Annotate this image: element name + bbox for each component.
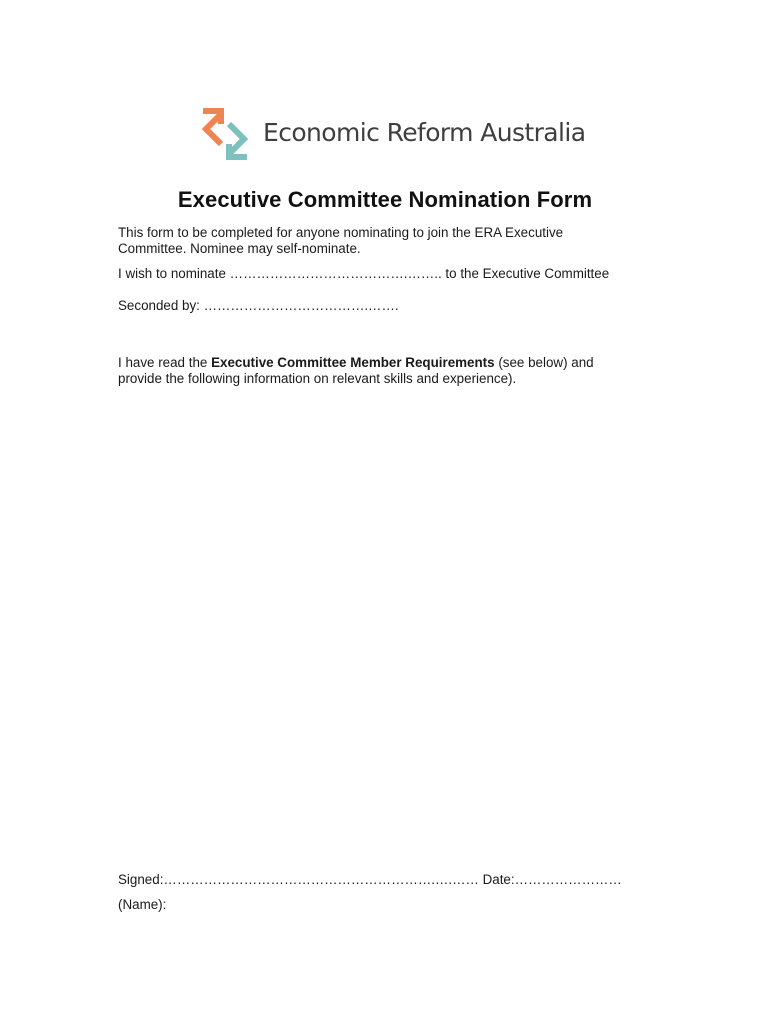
requirements-line-2: provide the following information on relevant skills and experience). [118, 371, 517, 386]
signature-line [118, 872, 658, 888]
seconded-by-field[interactable]: ……………………………….……. [203, 298, 399, 313]
logo-text: Economic Reform Australia [263, 117, 586, 147]
page-title: Executive Committee Nomination Form [177, 187, 593, 212]
seconded-line [118, 298, 658, 314]
two-arrows-exchange-icon [195, 108, 257, 160]
requirements-paragraph [118, 355, 658, 387]
nominate-prefix: I wish to nominate [118, 266, 226, 281]
date-field[interactable]: …………………… [514, 872, 622, 887]
nominate-suffix: . to the Executive Committee [437, 266, 610, 281]
name-label: (Name): [118, 897, 167, 912]
requirements-line-1 [118, 355, 658, 371]
intro-line-2: Committee. Nominee may self-nominate. [118, 241, 361, 256]
signed-label: Signed: [118, 872, 164, 887]
nominee-name-field[interactable]: ………………………………….……. [229, 266, 438, 281]
requirements-suffix: (see below) and [494, 355, 594, 370]
intro-line-1: This form to be completed for anyone nominating to join the ERA Executive [118, 225, 564, 240]
signed-field[interactable]: …………………………………………………….….…… [163, 872, 479, 887]
intro-paragraph [118, 225, 658, 257]
seconded-label: Seconded by: [118, 298, 200, 313]
era-logo [195, 108, 585, 160]
nominate-line [118, 266, 658, 282]
requirements-link-text: Executive Committee Member Requirements [211, 355, 495, 370]
date-label: Date: [482, 872, 515, 887]
requirements-prefix: I have read the [118, 355, 212, 370]
name-line [118, 897, 658, 913]
